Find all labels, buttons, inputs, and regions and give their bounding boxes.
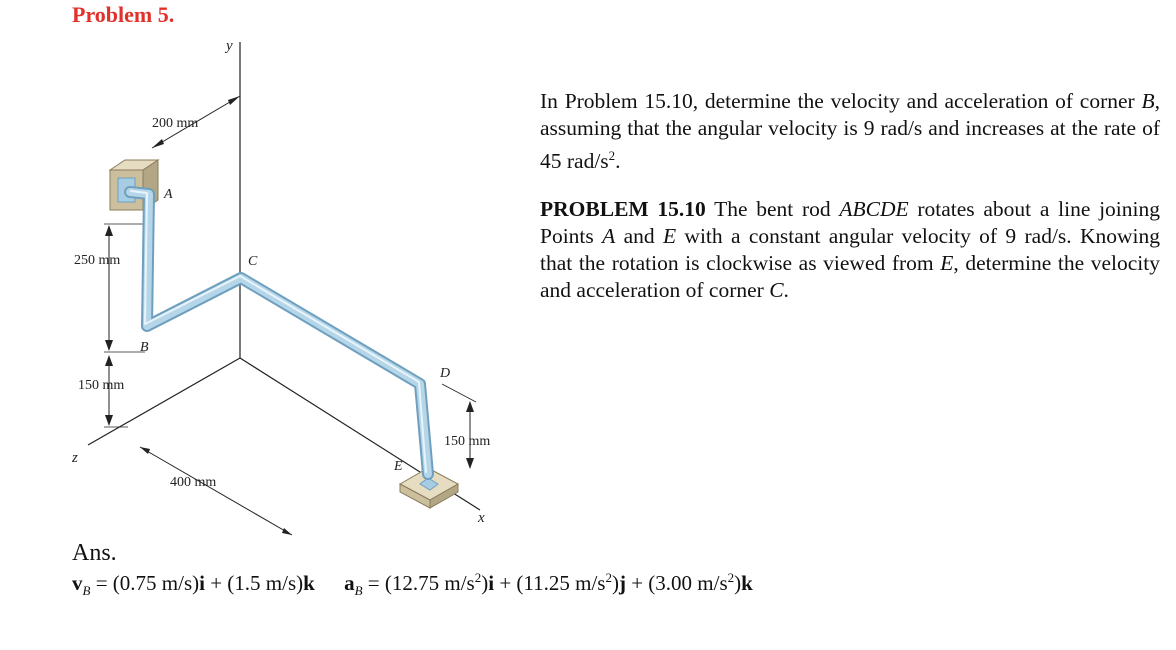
dim-150l-arrow-bottom	[105, 415, 113, 426]
acceleration-subscript: B	[354, 583, 363, 599]
acceleration-paren-2: )	[611, 571, 619, 595]
dim-400-arrow-left	[140, 447, 150, 454]
acceleration-paren-1: )	[481, 571, 489, 595]
acceleration-unit-j: j	[618, 571, 626, 595]
label-c: C	[248, 254, 258, 269]
ref-point-e: E	[662, 224, 677, 249]
answer-line	[72, 570, 753, 599]
acceleration-exp-1: 2	[474, 570, 482, 585]
velocity-answer	[72, 571, 315, 599]
question-text-2: , assuming that the angular velocity is 9 rad/s and increases at the rate of 45 rad/s	[540, 89, 1160, 174]
rod-outline	[130, 192, 428, 474]
acceleration-unit-k: k	[741, 571, 753, 595]
ref-text-5: , determine the velocity and acceleration of corner	[540, 251, 1160, 303]
acceleration-paren-3: )	[734, 571, 742, 595]
dim-150-left-label: 150 mm	[78, 378, 125, 393]
label-d: D	[440, 366, 451, 381]
ref-text-3: and	[615, 224, 663, 249]
label-b: B	[140, 340, 149, 355]
acceleration-exp-3: 2	[727, 570, 735, 585]
dim-150l-arrow-top	[105, 355, 113, 366]
ref-text-2: rotates about a line joining Points	[540, 197, 1161, 249]
ref-text-4: with a constant angular velocity of 9 rad/s. Knowing that the rotation is clockwise as viewed from	[540, 224, 1161, 276]
acceleration-unit-i: i	[488, 571, 495, 595]
dim-250-arrow-top	[105, 225, 113, 236]
ref-point-e2: E	[940, 251, 954, 276]
dim-150r-arrow-top	[466, 401, 474, 412]
dim-250-label: 250 mm	[74, 253, 121, 268]
dim-200-label: 200 mm	[152, 116, 199, 131]
rod-body	[130, 192, 428, 474]
velocity-symbol: v	[72, 571, 83, 595]
question-paragraph	[540, 88, 1160, 175]
rod-highlight	[131, 191, 426, 472]
acceleration-exp-2: 2	[605, 570, 612, 585]
question-corner-var: B	[1141, 89, 1155, 113]
dim-200-arrow-left	[152, 139, 164, 148]
ref-text-6: .	[783, 278, 789, 303]
velocity-unit-i: i	[199, 571, 205, 595]
dim-150r-arrow-bottom	[466, 458, 474, 469]
ref-point-a: A	[602, 224, 616, 249]
acceleration-term-2: + (11.25 m/s	[494, 571, 606, 595]
question-period: .	[615, 149, 621, 174]
problem-statement	[540, 88, 1160, 304]
dim-250-arrow-bottom	[105, 340, 113, 351]
label-y: y	[226, 38, 233, 54]
label-z: z	[72, 450, 78, 466]
velocity-term-2: + (1.5 m/s)	[204, 571, 304, 595]
label-a: A	[164, 187, 173, 202]
ref-point-c: C	[769, 278, 784, 303]
question-exponent: 2	[608, 148, 616, 163]
bent-rod-figure	[0, 0, 560, 540]
question-text-1: In Problem 15.10, determine the velocity and acceleration of corner	[540, 89, 1142, 113]
answer-label: Ans.	[72, 540, 117, 566]
dim-150r-ext-top	[442, 384, 476, 402]
problem-heading: Problem 5.	[72, 2, 175, 27]
reference-problem	[540, 196, 1160, 304]
label-e: E	[394, 459, 403, 474]
dim-400-arrow-right	[282, 528, 292, 535]
label-x: x	[478, 510, 485, 526]
ref-text-1: The bent rod	[705, 197, 840, 222]
velocity-term-1: = (0.75 m/s)	[90, 571, 200, 595]
ref-rod: ABCDE	[839, 197, 909, 222]
acceleration-term-3: + (3.00 m/s	[625, 571, 728, 595]
z-axis	[88, 358, 240, 445]
dim-400-label: 400 mm	[170, 475, 217, 490]
bent-rod-diagram	[0, 0, 560, 540]
dim-400-line	[140, 447, 292, 535]
acceleration-symbol: a	[344, 571, 355, 595]
reference-label: PROBLEM 15.10	[540, 197, 706, 222]
velocity-subscript: B	[82, 583, 91, 599]
velocity-unit-k: k	[303, 571, 315, 595]
acceleration-answer	[344, 570, 753, 599]
dim-150-right-label: 150 mm	[444, 434, 491, 449]
acceleration-term-1: = (12.75 m/s	[362, 571, 475, 595]
dim-200-arrow-right	[228, 96, 240, 105]
